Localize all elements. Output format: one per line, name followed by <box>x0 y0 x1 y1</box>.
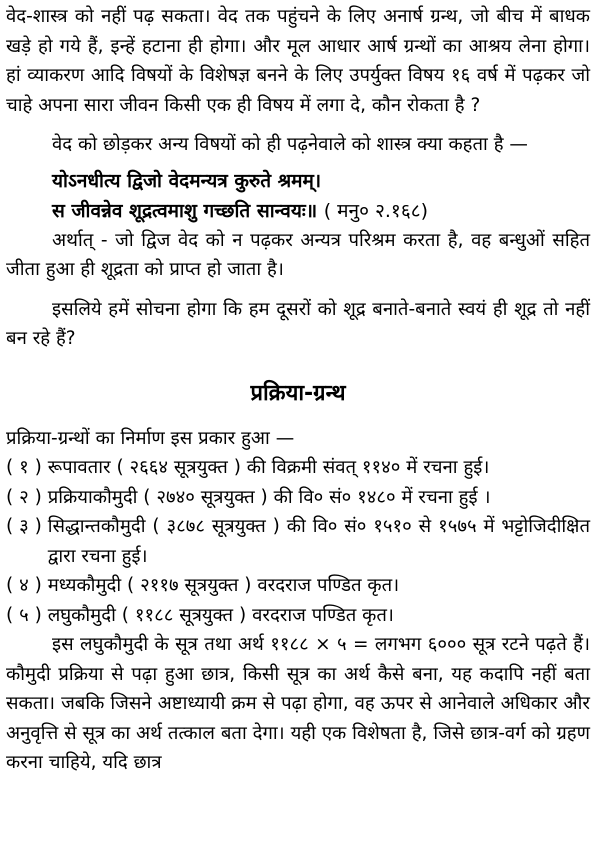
list-item <box>6 571 590 601</box>
list-item-number: ( २ ) <box>6 486 48 508</box>
list-item <box>6 453 590 483</box>
paragraph-shastra-question: वेद को छोड़कर अन्य विषयों को ही पढ़नेवाले को शास्त्र क्या कहता है — <box>52 134 528 155</box>
list-item-number: ( ५ ) <box>6 604 48 626</box>
list-item-text: सिद्धान्तकौमुदी ( ३८७८ सूत्रयुक्त ) की वि० सं० १५१० से १५७५ में भट्टोजिदीक्षित द्वारा रचना हुई। <box>47 516 590 567</box>
list-item-number: ( ३ ) <box>6 516 48 537</box>
verse-line-2 <box>52 196 590 226</box>
section-heading: प्रक्रिया-ग्रन्थ <box>250 380 346 406</box>
verse-line-2-text: स जीवन्नेव शूद्रत्वमाशु गच्छति सान्वयः॥ <box>52 199 318 222</box>
sanskrit-verse <box>52 166 590 226</box>
list-item <box>6 512 590 571</box>
list-item-number: ( १ ) <box>6 457 48 478</box>
verse-line-1: योऽनधीत्य द्विजो वेदमन्यत्र कुरुते श्रमम्। <box>52 169 322 192</box>
prakriya-granth-list <box>6 453 590 630</box>
paragraph-conclusion: इसलिये हमें सोचना होगा कि हम दूसरों को शूद्र बनाते-बनाते स्वयं ही शूद्र तो नहीं बन रहे हैं? <box>6 298 590 349</box>
list-item-number: ( ४ ) <box>6 575 48 596</box>
paragraph-vedashastra: वेद-शास्त्र को नहीं पढ़ सकता। वेद तक पहुंचने के लिए अनार्ष ग्रन्थ, जो बीच में बाधक खड़े हो गये हैं, इन्हें हटाना ही होगा। और मूल आधार आर्ष ग्रन्थों का आश्रय लेना होगा। हां व्याकरण आदि विषयों के विशेषज्ञ बनने के लिए उपर्युक्त विषय १६ वर्ष में पढ़कर जो चाहे अपना सारा जीवन किसी एक ही विषय में लगा दे, कौन रोकता है ? <box>6 6 590 116</box>
list-item <box>6 601 590 631</box>
paragraph-arthat: अर्थात् - जो द्विज वेद को न पढ़कर अन्यत्र परिश्रम करता है, वह बन्धुओं सहित जीता हुआ ही शूद्रता को प्राप्त हो जाता है। <box>6 229 590 280</box>
list-item-text: मध्यकौमुदी ( २११७ सूत्रयुक्त ) वरदराज पण्डित कृत। <box>47 575 400 596</box>
list-item-text: प्रक्रियाकौमुदी ( २७४० सूत्रयुक्त ) की वि० सं० १४८० में रचना हुई । <box>47 486 491 508</box>
paragraph-laghukaumudi: इस लघुकौमुदी के सूत्र तथा अर्थ ११८८ × ५ = लगभग ६००० सूत्र रटने पढ़ते हैं। कौमुदी प्रक्रिया से पढ़ा हुआ छात्र, किसी सूत्र का अर्थ कैसे बना, यह कदापि नहीं बता सकता। जबकि जिसने अष्टाध्यायी क्रम से पढ़ा होगा, वह ऊपर से आनेवाले अधिकार और अनुवृत्ति से सूत्र का अर्थ तत्काल बता देगा। यही एक विशेषता है, जिसे छात्र-वर्ग को ग्रहण करना चाहिये, यदि छात्र <box>6 634 590 773</box>
list-item <box>6 483 590 513</box>
list-item-text: रूपावतार ( २६६४ सूत्रयुक्त ) की विक्रमी संवत् ११४० में रचना हुई। <box>47 457 490 478</box>
section-intro: प्रक्रिया-ग्रन्थों का निर्माण इस प्रकार हुआ — <box>6 427 295 449</box>
list-item-text: लघुकौमुदी ( ११८८ सूत्रयुक्त ) वरदराज पण्डित कृत। <box>47 604 394 626</box>
verse-reference: ( मनु० २.१६८) <box>323 199 428 222</box>
